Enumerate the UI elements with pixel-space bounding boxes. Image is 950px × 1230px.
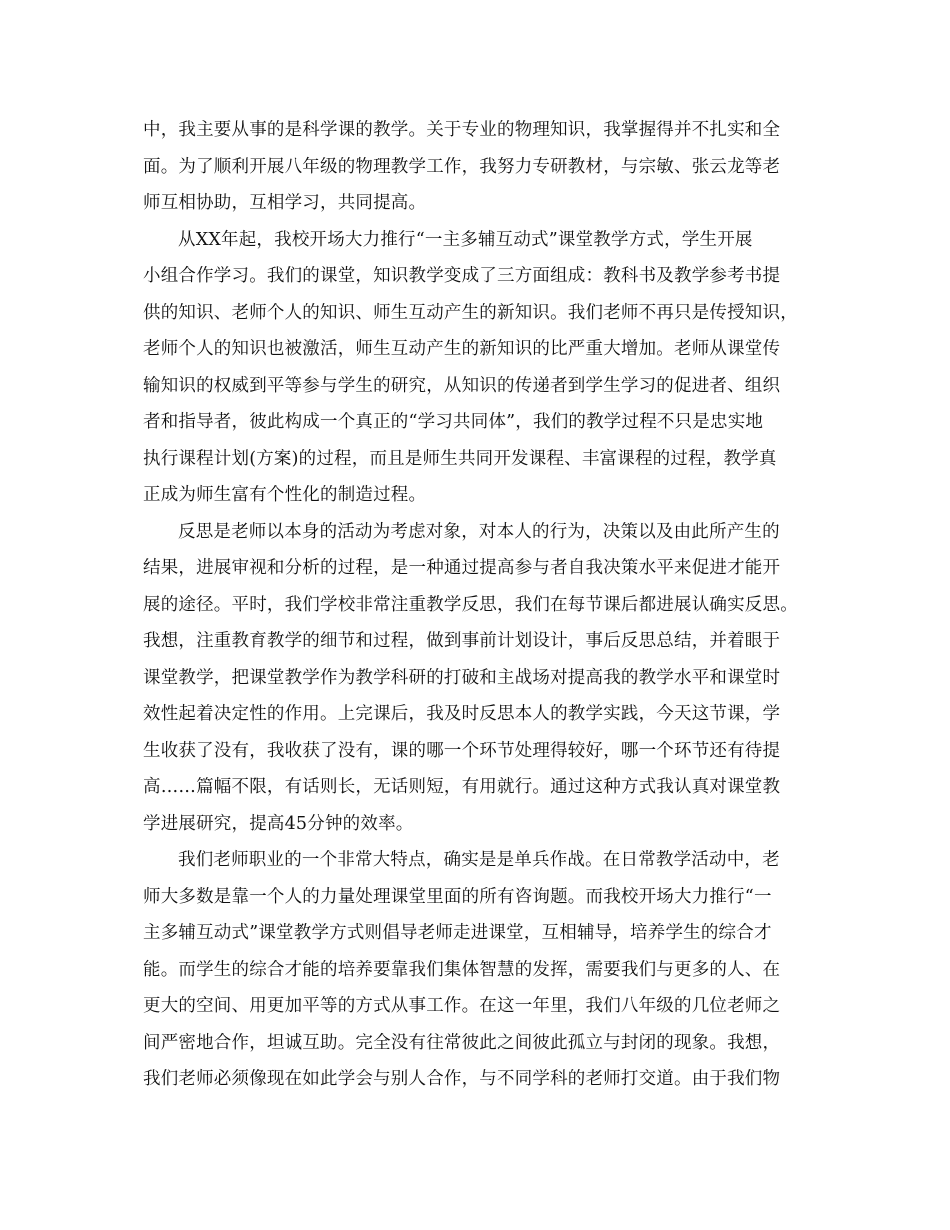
text-line: 师大多数是靠一个人的力量处理课堂里面的所有咨询题。而我校开场大力推行“一 (143, 886, 772, 907)
paragraph-first-line: 反思是老师以本身的活动为考虑对象，对本人的行为，决策以及由此所产生的 (178, 521, 780, 542)
text-line: 学进展研究，提高45分钟的效率。 (143, 813, 414, 834)
paragraph-first-line: 我们老师职业的一个非常大特点，确实是是单兵作战。在日常教学活动中，老 (178, 850, 780, 870)
text-line: 展的途径。平时，我们学校非常注重教学反思，我们在每节课后都进展认确实反思。 (143, 594, 798, 615)
text-line: 师互相协助，互相学习，共同提高。 (143, 193, 427, 213)
text-line: 我想，注重教育教学的细节和过程，做到事前计划设计，事后反思总结，并着眼于 (143, 631, 781, 651)
text-line: 更大的空间、用更加平等的方式从事工作。在这一年里，我们八年级的几位老师之 (143, 996, 781, 1016)
paragraph-first-line: 从XX年起，我校开场大力推行“一主多辅互动式”课堂教学方式，学生开展 (178, 229, 753, 250)
body-text (143, 112, 823, 1098)
text-line: 供的知识、老师个人的知识、师生互动产生的新知识。我们老师不再只是传授知识， (143, 302, 798, 323)
text-line: 中，我主要从事的是科学课的教学。关于专业的物理知识，我掌握得并不扎实和全 (143, 120, 781, 140)
text-line: 老师个人的知识也被激活，师生互动产生的新知识的比严重大增加。老师从课堂传 (143, 339, 781, 359)
text-line: 生收获了没有，我收获了没有，课的哪一个环节处理得较好，哪一个环节还有待提 (143, 740, 781, 761)
text-line: 效性起着决定性的作用。上完课后，我及时反思本人的教学实践，今天这节课，学 (143, 704, 781, 724)
text-line: 高……篇幅不限，有话则长，无话则短，有用就行。通过这种方式我认真对课堂教 (143, 777, 781, 797)
text-line: 能。而学生的综合才能的培养要靠我们集体智慧的发挥，需要我们与更多的人、在 (143, 959, 781, 980)
text-line: 者和指导者，彼此构成一个真正的“学习共同体”，我们的教学过程不只是忠实地 (143, 412, 764, 432)
text-line: 输知识的权威到平等参与学生的研究，从知识的传递者到学生学习的促进者、组织 (143, 375, 781, 396)
text-line: 我们老师必须像现在如此学会与别人合作，与不同学科的老师打交道。由于我们物 (143, 1069, 781, 1089)
text-line: 结果，进展审视和分析的过程，是一种通过提高参与者自我决策水平来促进才能开 (143, 558, 781, 578)
text-line: 正成为师生富有个性化的制造过程。 (143, 485, 427, 505)
text-line: 执行课程计划(方案)的过程，而且是师生共同开发课程、丰富课程的过程，教学真 (143, 448, 777, 469)
text-line: 面。为了顺利开展八年级的物理教学工作，我努力专研教材，与宗敏、张云龙等老 (143, 156, 781, 177)
text-line: 小组合作学习。我们的课堂，知识教学变成了三方面组成：教科书及教学参考书提 (143, 266, 781, 286)
text-line: 课堂教学，把课堂教学作为教学科研的打破和主战场对提高我的教学水平和课堂时 (143, 667, 781, 688)
text-line: 间严密地合作，坦诚互助。完全没有往常彼此之间彼此孤立与封闭的现象。我想， (143, 1032, 781, 1053)
text-line: 主多辅互动式”课堂教学方式则倡导老师走进课堂，互相辅导，培养学生的综合才 (143, 923, 772, 943)
